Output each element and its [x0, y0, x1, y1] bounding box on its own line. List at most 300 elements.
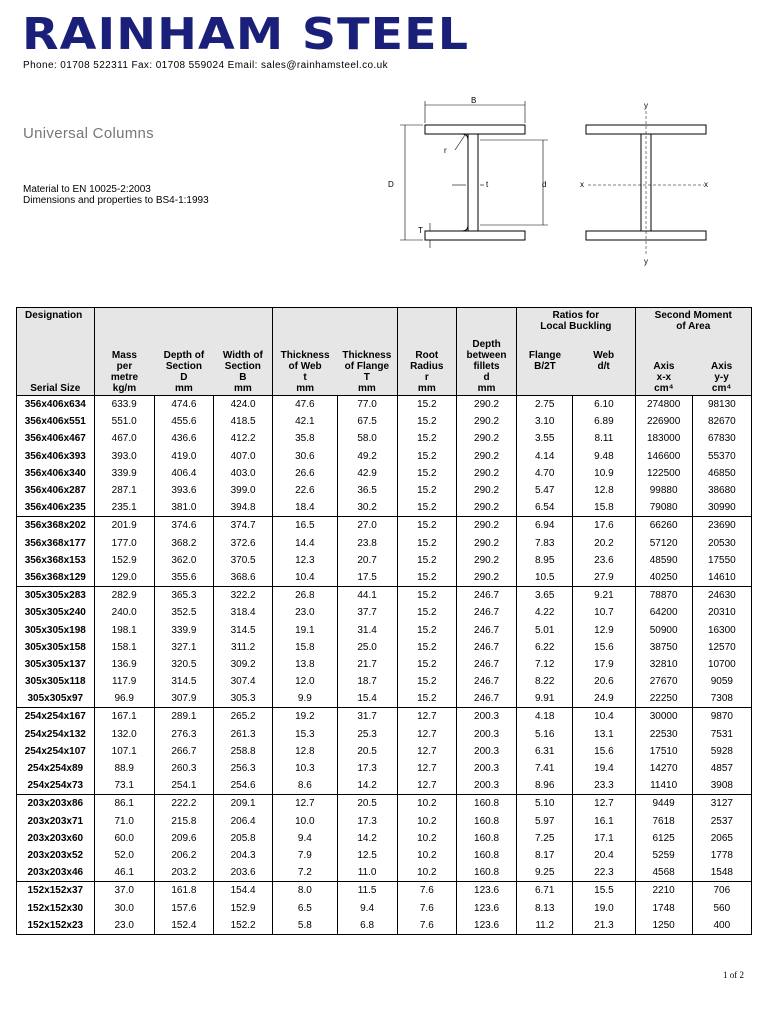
cell-flange-thickness: 6.8 — [337, 917, 397, 935]
cell-axis-xx: 6125 — [635, 830, 692, 847]
cell-width-of-section: 305.3 — [214, 690, 273, 708]
cell-web-thickness: 19.2 — [273, 708, 337, 726]
cell-mass: 96.9 — [94, 690, 154, 708]
cell-web-ratio: 17.9 — [573, 656, 635, 673]
cell-flange-ratio: 5.01 — [517, 621, 573, 638]
cell-depth-between-fillets: 123.6 — [456, 899, 516, 916]
cell-serial-size: 254x254x89 — [17, 760, 95, 777]
cell-width-of-section: 403.0 — [214, 465, 273, 482]
cell-flange-thickness: 37.7 — [337, 604, 397, 621]
cell-depth-between-fillets: 123.6 — [456, 917, 516, 935]
universal-columns-table — [16, 307, 752, 935]
cell-axis-yy: 7308 — [692, 690, 751, 708]
header-second-moment: Second Moment of Area — [635, 308, 751, 335]
cell-mass: 240.0 — [94, 604, 154, 621]
cell-width-of-section: 318.4 — [214, 604, 273, 621]
cell-depth-of-section: 352.5 — [154, 604, 213, 621]
cell-flange-thickness: 27.0 — [337, 517, 397, 535]
table-row — [17, 795, 752, 813]
cell-axis-xx: 17510 — [635, 743, 692, 760]
cell-flange-thickness: 58.0 — [337, 430, 397, 447]
label-B: B — [471, 96, 477, 105]
cell-web-thickness: 19.1 — [273, 621, 337, 638]
cell-axis-yy: 10700 — [692, 656, 751, 673]
cell-axis-yy: 17550 — [692, 552, 751, 569]
cell-root-radius: 15.2 — [397, 587, 456, 605]
label-y-top: y — [644, 101, 648, 110]
section-diagram — [380, 95, 720, 270]
cell-width-of-section: 152.2 — [214, 917, 273, 935]
cell-flange-ratio: 6.22 — [517, 639, 573, 656]
column-header-axis-xx: Axis x-x cm⁴ — [635, 334, 692, 396]
cell-serial-size: 356x406x287 — [17, 482, 95, 499]
cell-width-of-section: 205.8 — [214, 830, 273, 847]
cell-depth-of-section: 368.2 — [154, 535, 213, 552]
cell-depth-between-fillets: 160.8 — [456, 847, 516, 864]
cell-flange-ratio: 4.18 — [517, 708, 573, 726]
cell-flange-ratio: 6.31 — [517, 743, 573, 760]
cell-depth-between-fillets: 290.2 — [456, 448, 516, 465]
label-t: t — [486, 180, 489, 189]
cell-web-thickness: 6.5 — [273, 899, 337, 916]
cell-flange-thickness: 36.5 — [337, 482, 397, 499]
column-header-width-of-section: Width of Section B mm — [214, 334, 273, 396]
material-notes — [23, 184, 209, 206]
cell-axis-yy: 3908 — [692, 777, 751, 795]
cell-axis-xx: 30000 — [635, 708, 692, 726]
cell-web-ratio: 17.6 — [573, 517, 635, 535]
cell-serial-size: 203x203x60 — [17, 830, 95, 847]
cell-flange-ratio: 3.10 — [517, 413, 573, 430]
cell-depth-of-section: 365.3 — [154, 587, 213, 605]
table-row — [17, 430, 752, 447]
cell-axis-xx: 32810 — [635, 656, 692, 673]
column-header-depth-between-fillets: Depth between fillets d mm — [456, 334, 516, 396]
cell-axis-xx: 50900 — [635, 621, 692, 638]
cell-depth-between-fillets: 246.7 — [456, 656, 516, 673]
cell-root-radius: 15.2 — [397, 413, 456, 430]
cell-depth-between-fillets: 200.3 — [456, 726, 516, 743]
cell-axis-yy: 12570 — [692, 639, 751, 656]
cell-depth-between-fillets: 200.3 — [456, 708, 516, 726]
column-header-web-ratio: Web d/t — [573, 334, 635, 396]
cell-web-thickness: 12.3 — [273, 552, 337, 569]
cell-depth-of-section: 374.6 — [154, 517, 213, 535]
table-row — [17, 587, 752, 605]
cell-flange-ratio: 11.2 — [517, 917, 573, 935]
cell-mass: 177.0 — [94, 535, 154, 552]
cell-web-thickness: 8.6 — [273, 777, 337, 795]
cell-axis-yy: 46850 — [692, 465, 751, 482]
table-row — [17, 882, 752, 900]
cell-depth-between-fillets: 160.8 — [456, 864, 516, 882]
cell-depth-of-section: 209.6 — [154, 830, 213, 847]
cell-web-ratio: 10.7 — [573, 604, 635, 621]
cell-width-of-section: 407.0 — [214, 448, 273, 465]
cell-serial-size: 305x305x198 — [17, 621, 95, 638]
cell-axis-yy: 67830 — [692, 430, 751, 447]
cell-serial-size: 152x152x23 — [17, 917, 95, 935]
cell-axis-yy: 1778 — [692, 847, 751, 864]
cell-flange-thickness: 30.2 — [337, 499, 397, 517]
cell-axis-yy: 1548 — [692, 864, 751, 882]
cell-axis-xx: 27670 — [635, 673, 692, 690]
cell-width-of-section: 412.2 — [214, 430, 273, 447]
cell-flange-ratio: 3.55 — [517, 430, 573, 447]
cell-depth-between-fillets: 290.2 — [456, 499, 516, 517]
cell-root-radius: 10.2 — [397, 847, 456, 864]
cell-flange-ratio: 5.47 — [517, 482, 573, 499]
cell-width-of-section: 203.6 — [214, 864, 273, 882]
cell-axis-yy: 16300 — [692, 621, 751, 638]
cell-web-ratio: 10.4 — [573, 708, 635, 726]
cell-root-radius: 12.7 — [397, 777, 456, 795]
cell-mass: 117.9 — [94, 673, 154, 690]
cell-serial-size: 356x368x177 — [17, 535, 95, 552]
cell-root-radius: 15.2 — [397, 499, 456, 517]
cell-depth-of-section: 203.2 — [154, 864, 213, 882]
cell-flange-thickness: 11.0 — [337, 864, 397, 882]
cell-width-of-section: 265.2 — [214, 708, 273, 726]
cell-mass: 136.9 — [94, 656, 154, 673]
cell-axis-yy: 14610 — [692, 569, 751, 587]
i-beam-profile — [425, 125, 525, 240]
cell-depth-of-section: 260.3 — [154, 760, 213, 777]
table-row — [17, 396, 752, 414]
cell-flange-thickness: 20.5 — [337, 795, 397, 813]
cell-web-thickness: 12.0 — [273, 673, 337, 690]
cell-width-of-section: 424.0 — [214, 396, 273, 414]
cell-width-of-section: 154.4 — [214, 882, 273, 900]
cell-web-thickness: 9.9 — [273, 690, 337, 708]
cell-web-thickness: 30.6 — [273, 448, 337, 465]
cell-depth-between-fillets: 290.2 — [456, 535, 516, 552]
brand-logo: RAINHAM STEEL — [22, 9, 470, 60]
cell-axis-yy: 20530 — [692, 535, 751, 552]
cell-flange-ratio: 8.95 — [517, 552, 573, 569]
table-row — [17, 690, 752, 708]
cell-width-of-section: 258.8 — [214, 743, 273, 760]
cell-depth-of-section: 406.4 — [154, 465, 213, 482]
cell-width-of-section: 206.4 — [214, 813, 273, 830]
cell-web-ratio: 19.4 — [573, 760, 635, 777]
cell-web-thickness: 5.8 — [273, 917, 337, 935]
cell-depth-between-fillets: 290.2 — [456, 396, 516, 414]
table-row — [17, 777, 752, 795]
cell-axis-xx: 122500 — [635, 465, 692, 482]
cell-flange-thickness: 14.2 — [337, 777, 397, 795]
cell-root-radius: 15.2 — [397, 396, 456, 414]
cell-width-of-section: 368.6 — [214, 569, 273, 587]
cell-web-ratio: 9.48 — [573, 448, 635, 465]
column-header-flange-thickness: Thickness of Flange T mm — [337, 334, 397, 396]
column-header-flange-ratio: Flange B/2T — [517, 334, 573, 396]
cell-depth-of-section: 320.5 — [154, 656, 213, 673]
cell-web-ratio: 21.3 — [573, 917, 635, 935]
cell-web-thickness: 7.2 — [273, 864, 337, 882]
cell-serial-size: 356x368x153 — [17, 552, 95, 569]
table-row — [17, 899, 752, 916]
cell-depth-between-fillets: 246.7 — [456, 621, 516, 638]
cell-width-of-section: 418.5 — [214, 413, 273, 430]
cell-mass: 52.0 — [94, 847, 154, 864]
cell-mass: 60.0 — [94, 830, 154, 847]
cell-root-radius: 15.2 — [397, 517, 456, 535]
cell-web-thickness: 10.4 — [273, 569, 337, 587]
cell-root-radius: 12.7 — [397, 743, 456, 760]
cell-mass: 393.0 — [94, 448, 154, 465]
cell-mass: 198.1 — [94, 621, 154, 638]
cell-root-radius: 15.2 — [397, 621, 456, 638]
cell-web-ratio: 12.8 — [573, 482, 635, 499]
cell-width-of-section: 261.3 — [214, 726, 273, 743]
header-designation: Designation — [17, 308, 95, 335]
material-standard: Material to EN 10025-2:2003 — [23, 184, 151, 195]
cell-depth-of-section: 419.0 — [154, 448, 213, 465]
cell-axis-yy: 4857 — [692, 760, 751, 777]
cell-axis-yy: 38680 — [692, 482, 751, 499]
column-header-web-thickness: Thickness of Web t mm — [273, 334, 337, 396]
cell-flange-thickness: 23.8 — [337, 535, 397, 552]
cell-flange-thickness: 20.7 — [337, 552, 397, 569]
cell-web-thickness: 15.8 — [273, 639, 337, 656]
cell-flange-ratio: 4.70 — [517, 465, 573, 482]
label-d: d — [542, 180, 547, 189]
cell-flange-thickness: 49.2 — [337, 448, 397, 465]
cell-web-thickness: 26.6 — [273, 465, 337, 482]
cell-flange-thickness: 20.5 — [337, 743, 397, 760]
cell-web-thickness: 7.9 — [273, 847, 337, 864]
cell-axis-xx: 4568 — [635, 864, 692, 882]
cell-flange-ratio: 8.17 — [517, 847, 573, 864]
cell-web-ratio: 19.0 — [573, 899, 635, 916]
cell-serial-size: 305x305x137 — [17, 656, 95, 673]
cell-root-radius: 15.2 — [397, 673, 456, 690]
cell-serial-size: 203x203x86 — [17, 795, 95, 813]
cell-web-ratio: 15.8 — [573, 499, 635, 517]
cell-axis-xx: 48590 — [635, 552, 692, 569]
cell-serial-size: 254x254x132 — [17, 726, 95, 743]
cell-depth-of-section: 266.7 — [154, 743, 213, 760]
cell-root-radius: 7.6 — [397, 917, 456, 935]
table-row — [17, 830, 752, 847]
cell-web-ratio: 16.1 — [573, 813, 635, 830]
cell-flange-thickness: 9.4 — [337, 899, 397, 916]
cell-axis-yy: 7531 — [692, 726, 751, 743]
cell-depth-of-section: 339.9 — [154, 621, 213, 638]
cell-depth-between-fillets: 246.7 — [456, 587, 516, 605]
cell-depth-of-section: 362.0 — [154, 552, 213, 569]
cell-web-ratio: 27.9 — [573, 569, 635, 587]
contact-details: Phone: 01708 522311 Fax: 01708 559024 Email: sales@rainhamsteel.co.uk — [23, 60, 389, 71]
cell-width-of-section: 256.3 — [214, 760, 273, 777]
cell-mass: 287.1 — [94, 482, 154, 499]
cell-mass: 132.0 — [94, 726, 154, 743]
cell-web-ratio: 9.21 — [573, 587, 635, 605]
cell-mass: 30.0 — [94, 899, 154, 916]
cell-web-thickness: 22.6 — [273, 482, 337, 499]
cell-serial-size: 305x305x97 — [17, 690, 95, 708]
table-row — [17, 673, 752, 690]
cell-depth-of-section: 355.6 — [154, 569, 213, 587]
cell-flange-ratio: 4.22 — [517, 604, 573, 621]
cell-mass: 37.0 — [94, 882, 154, 900]
cell-axis-xx: 14270 — [635, 760, 692, 777]
cell-axis-xx: 22530 — [635, 726, 692, 743]
label-r: r — [444, 146, 447, 155]
properties-standard: Dimensions and properties to BS4-1:1993 — [23, 195, 209, 206]
cell-axis-xx: 274800 — [635, 396, 692, 414]
cell-web-thickness: 26.8 — [273, 587, 337, 605]
cell-web-ratio: 10.9 — [573, 465, 635, 482]
cell-axis-xx: 57120 — [635, 535, 692, 552]
cell-web-thickness: 10.3 — [273, 760, 337, 777]
label-D: D — [388, 180, 394, 189]
cell-flange-thickness: 42.9 — [337, 465, 397, 482]
cell-serial-size: 356x406x467 — [17, 430, 95, 447]
cell-serial-size: 305x305x118 — [17, 673, 95, 690]
cell-flange-ratio: 5.16 — [517, 726, 573, 743]
cell-depth-of-section: 289.1 — [154, 708, 213, 726]
cell-flange-ratio: 3.65 — [517, 587, 573, 605]
cell-flange-ratio: 8.22 — [517, 673, 573, 690]
cell-axis-xx: 1748 — [635, 899, 692, 916]
cell-root-radius: 12.7 — [397, 708, 456, 726]
cell-flange-thickness: 31.4 — [337, 621, 397, 638]
table-row — [17, 639, 752, 656]
table-row — [17, 413, 752, 430]
cell-axis-yy: 30990 — [692, 499, 751, 517]
cell-flange-thickness: 31.7 — [337, 708, 397, 726]
cell-web-ratio: 23.6 — [573, 552, 635, 569]
cell-axis-yy: 98130 — [692, 396, 751, 414]
page-number: 1 of 2 — [723, 970, 744, 980]
table-row — [17, 864, 752, 882]
table-row — [17, 569, 752, 587]
cell-depth-of-section: 314.5 — [154, 673, 213, 690]
cell-mass: 158.1 — [94, 639, 154, 656]
cell-serial-size: 203x203x52 — [17, 847, 95, 864]
column-headers — [17, 334, 752, 396]
cell-serial-size: 356x368x129 — [17, 569, 95, 587]
cell-axis-yy: 9059 — [692, 673, 751, 690]
cell-serial-size: 254x254x107 — [17, 743, 95, 760]
column-header-serial-size: Serial Size — [17, 334, 95, 396]
cell-width-of-section: 374.7 — [214, 517, 273, 535]
cell-root-radius: 15.2 — [397, 690, 456, 708]
cell-depth-of-section: 327.1 — [154, 639, 213, 656]
cell-web-thickness: 8.0 — [273, 882, 337, 900]
cell-axis-yy: 706 — [692, 882, 751, 900]
cell-mass: 201.9 — [94, 517, 154, 535]
cell-mass: 46.1 — [94, 864, 154, 882]
cell-flange-thickness: 17.5 — [337, 569, 397, 587]
cell-depth-of-section: 307.9 — [154, 690, 213, 708]
cell-axis-xx: 2210 — [635, 882, 692, 900]
cell-width-of-section: 314.5 — [214, 621, 273, 638]
column-header-root-radius: Root Radius r mm — [397, 334, 456, 396]
cell-web-ratio: 17.1 — [573, 830, 635, 847]
cell-mass: 551.0 — [94, 413, 154, 430]
cell-web-ratio: 22.3 — [573, 864, 635, 882]
cell-depth-between-fillets: 290.2 — [456, 569, 516, 587]
cell-flange-ratio: 6.94 — [517, 517, 573, 535]
cell-width-of-section: 370.5 — [214, 552, 273, 569]
cell-axis-yy: 9870 — [692, 708, 751, 726]
cell-depth-between-fillets: 246.7 — [456, 639, 516, 656]
cell-mass: 467.0 — [94, 430, 154, 447]
cell-width-of-section: 372.6 — [214, 535, 273, 552]
cell-web-ratio: 15.6 — [573, 639, 635, 656]
cell-serial-size: 356x368x202 — [17, 517, 95, 535]
cell-depth-between-fillets: 246.7 — [456, 604, 516, 621]
cell-width-of-section: 309.2 — [214, 656, 273, 673]
table-row — [17, 448, 752, 465]
cell-serial-size: 305x305x158 — [17, 639, 95, 656]
cell-width-of-section: 254.6 — [214, 777, 273, 795]
cell-flange-ratio: 7.12 — [517, 656, 573, 673]
cell-flange-thickness: 14.2 — [337, 830, 397, 847]
cell-width-of-section: 152.9 — [214, 899, 273, 916]
cell-flange-ratio: 9.25 — [517, 864, 573, 882]
cell-depth-of-section: 436.6 — [154, 430, 213, 447]
cell-depth-of-section: 157.6 — [154, 899, 213, 916]
cell-depth-between-fillets: 200.3 — [456, 760, 516, 777]
cell-depth-between-fillets: 200.3 — [456, 743, 516, 760]
cell-axis-yy: 82670 — [692, 413, 751, 430]
cell-web-ratio: 8.11 — [573, 430, 635, 447]
cell-web-thickness: 15.3 — [273, 726, 337, 743]
cell-mass: 88.9 — [94, 760, 154, 777]
table-row — [17, 726, 752, 743]
cell-mass: 129.0 — [94, 569, 154, 587]
cell-flange-ratio: 7.83 — [517, 535, 573, 552]
table-row — [17, 535, 752, 552]
cell-mass: 235.1 — [94, 499, 154, 517]
cell-axis-xx: 7618 — [635, 813, 692, 830]
cell-depth-between-fillets: 290.2 — [456, 552, 516, 569]
cell-root-radius: 12.7 — [397, 726, 456, 743]
cell-depth-between-fillets: 123.6 — [456, 882, 516, 900]
cell-serial-size: 356x406x393 — [17, 448, 95, 465]
cell-web-thickness: 9.4 — [273, 830, 337, 847]
cell-root-radius: 7.6 — [397, 899, 456, 916]
cell-flange-ratio: 4.14 — [517, 448, 573, 465]
cell-web-ratio: 12.9 — [573, 621, 635, 638]
cell-axis-xx: 40250 — [635, 569, 692, 587]
cell-depth-of-section: 206.2 — [154, 847, 213, 864]
cell-axis-yy: 2065 — [692, 830, 751, 847]
cell-root-radius: 15.2 — [397, 604, 456, 621]
cell-axis-xx: 226900 — [635, 413, 692, 430]
cell-root-radius: 15.2 — [397, 465, 456, 482]
header-ratios: Ratios for Local Buckling — [517, 308, 635, 335]
cell-flange-ratio: 10.5 — [517, 569, 573, 587]
cell-axis-xx: 78870 — [635, 587, 692, 605]
cell-mass: 339.9 — [94, 465, 154, 482]
cell-flange-thickness: 17.3 — [337, 813, 397, 830]
cell-axis-xx: 146600 — [635, 448, 692, 465]
cell-web-thickness: 16.5 — [273, 517, 337, 535]
cell-axis-xx: 9449 — [635, 795, 692, 813]
cell-root-radius: 10.2 — [397, 795, 456, 813]
table-row — [17, 743, 752, 760]
cell-flange-ratio: 7.25 — [517, 830, 573, 847]
cell-serial-size: 356x406x340 — [17, 465, 95, 482]
cell-depth-of-section: 381.0 — [154, 499, 213, 517]
cell-axis-yy: 3127 — [692, 795, 751, 813]
cell-width-of-section: 209.1 — [214, 795, 273, 813]
